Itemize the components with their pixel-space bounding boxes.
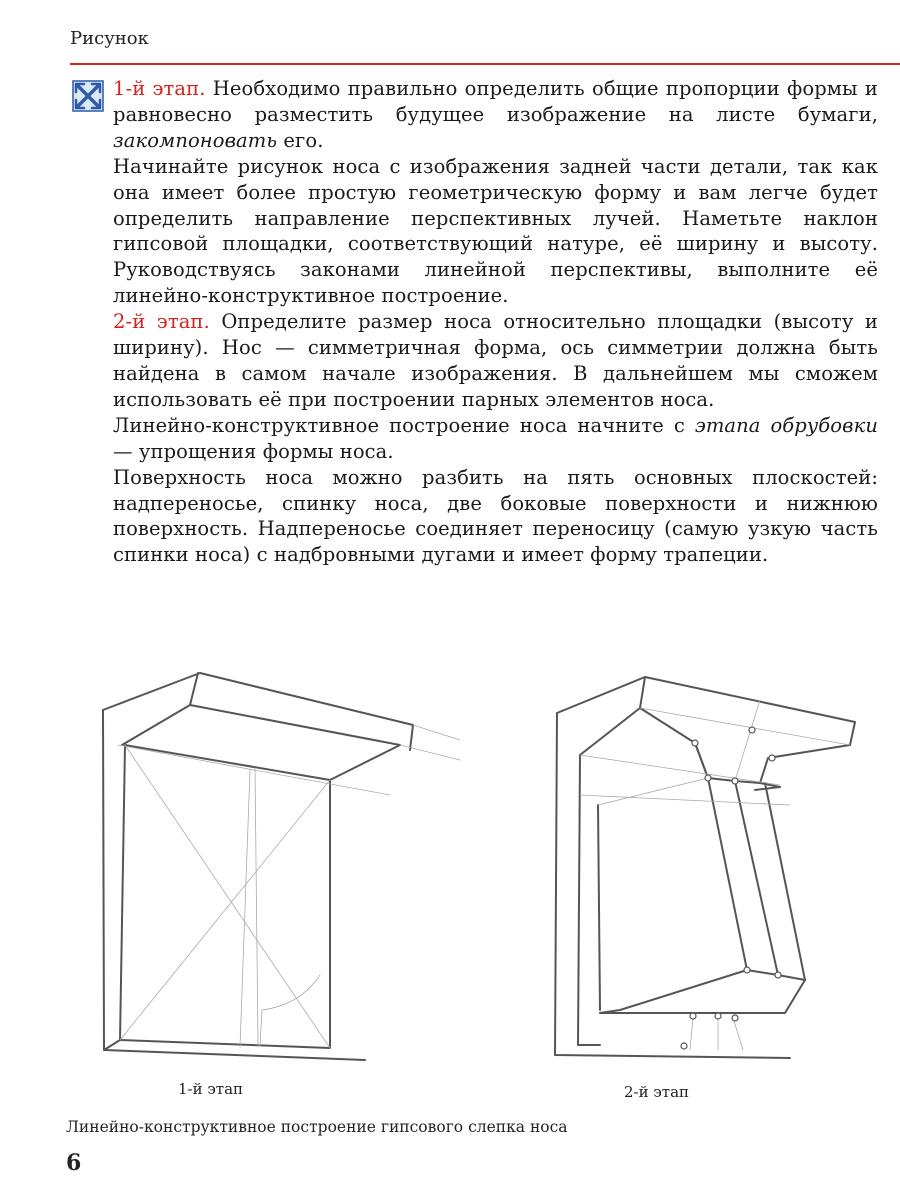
body-text: [113, 76, 878, 568]
p4-text-end: — упрощения формы носа.: [113, 439, 394, 463]
paragraph-4: [113, 413, 878, 465]
p4-text: Линейно-конструктивное построение носа начните с: [113, 413, 695, 437]
figure-stage-1-drawing: [103, 673, 413, 1060]
p1-text-end: его.: [277, 128, 324, 152]
p1-text: Необходимо правильно определить общие пропорции формы и равновесно разместить будущее изображение на листе бумаги,: [113, 77, 878, 126]
stage-1-label: 1-й этап.: [113, 77, 206, 100]
header-rule: [70, 63, 900, 65]
stage-2-label: 2-й этап.: [113, 310, 210, 334]
paragraph-2: Начинайте рисунок носа с изображения задней части детали, так как она имеет более простую геометрическую форму и вам легче будет определить направление перспективных лучей. Наметьте наклон гипсовой площадки, соответствующий натуре, её ширину и высоту. Руководствуясь законами линейной перспективы, выполните её линейно-конструктивное построение.: [113, 154, 878, 308]
p4-italic: этапа обрубовки: [694, 413, 878, 437]
figure-2-label: 2-й этап: [624, 1083, 690, 1101]
figures-area: [0, 660, 900, 1100]
p1-italic: закомпоновать: [113, 128, 278, 152]
figure-1-label: 1-й этап: [178, 1080, 244, 1098]
paragraph-5: Поверхность носа можно разбить на пять основных плоскостей: надпереносье, спинку носа, две боковые поверхности и нижнюю поверхность. Надпереносье соединяет переносицу (самую узкую часть спинки носа) с надбровными дугами и имеет форму трапеции.: [113, 465, 878, 567]
arrows-out-icon: [72, 80, 104, 112]
running-head-title: Рисунок: [70, 28, 149, 49]
paragraph-stage-1: [113, 76, 878, 154]
figure-caption: Линейно-конструктивное построение гипсового слепка носа: [66, 1118, 568, 1136]
p3-text: Определите размер носа относительно площадки (высоту и ширину). Нос — симметричная форма, ось симметрии должна быть найдена в самом начале изображения. В дальнейшем мы сможем использовать её при построении парных элементов носа.: [113, 310, 878, 411]
page-number: 6: [66, 1150, 82, 1176]
figure-stage-2-drawing: [555, 677, 855, 1058]
paragraph-stage-2: [113, 309, 878, 413]
